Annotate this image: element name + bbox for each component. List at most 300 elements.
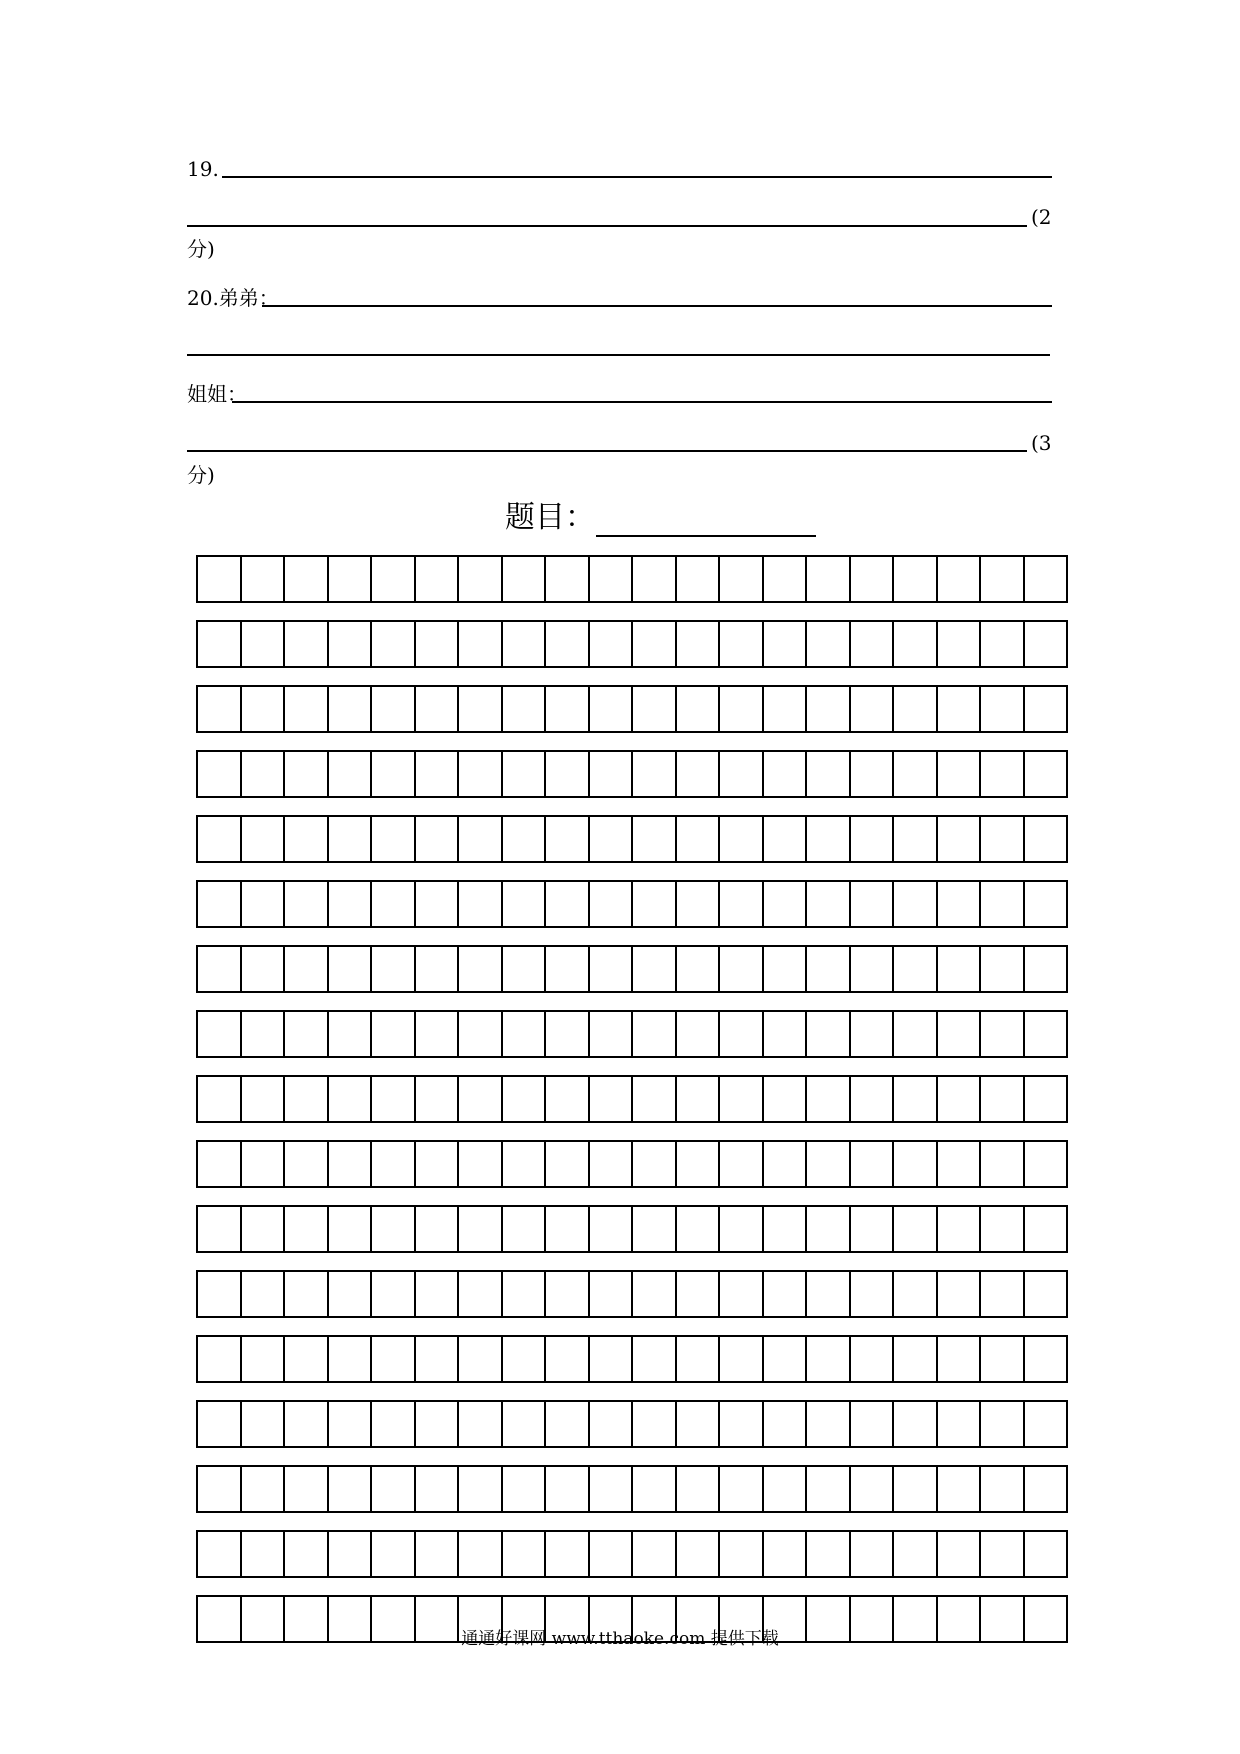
grid-cell[interactable] <box>677 1467 721 1511</box>
grid-cell[interactable] <box>981 882 1025 926</box>
grid-cell[interactable] <box>242 1077 286 1121</box>
grid-cell[interactable] <box>938 1402 982 1446</box>
grid-cell[interactable] <box>590 1467 634 1511</box>
grid-cell[interactable] <box>851 557 895 601</box>
grid-cell[interactable] <box>459 687 503 731</box>
grid-cell[interactable] <box>372 817 416 861</box>
grid-cell[interactable] <box>1025 1077 1067 1121</box>
composition-title-blank[interactable] <box>596 535 816 537</box>
grid-cell[interactable] <box>416 752 460 796</box>
grid-cell[interactable] <box>590 947 634 991</box>
grid-cell[interactable] <box>372 1402 416 1446</box>
grid-cell[interactable] <box>546 1272 590 1316</box>
grid-cell[interactable] <box>285 882 329 926</box>
grid-cell[interactable] <box>851 1272 895 1316</box>
grid-cell[interactable] <box>981 1272 1025 1316</box>
grid-cell[interactable] <box>938 882 982 926</box>
grid-cell[interactable] <box>807 947 851 991</box>
grid-cell[interactable] <box>851 817 895 861</box>
grid-cell[interactable] <box>459 1207 503 1251</box>
grid-cell[interactable] <box>459 882 503 926</box>
grid-cell[interactable] <box>851 752 895 796</box>
grid-cell[interactable] <box>329 622 373 666</box>
grid-cell[interactable] <box>1025 752 1067 796</box>
grid-cell[interactable] <box>503 1402 547 1446</box>
grid-cell[interactable] <box>285 1467 329 1511</box>
grid-cell[interactable] <box>372 1012 416 1056</box>
grid-cell[interactable] <box>677 687 721 731</box>
grid-cell[interactable] <box>807 1207 851 1251</box>
grid-cell[interactable] <box>198 817 242 861</box>
grid-cell[interactable] <box>938 817 982 861</box>
grid-cell[interactable] <box>372 1467 416 1511</box>
grid-cell[interactable] <box>546 1207 590 1251</box>
grid-cell[interactable] <box>1025 1012 1067 1056</box>
grid-cell[interactable] <box>198 1077 242 1121</box>
grid-cell[interactable] <box>242 1142 286 1186</box>
grid-cell[interactable] <box>764 1012 808 1056</box>
grid-cell[interactable] <box>546 1012 590 1056</box>
grid-cell[interactable] <box>503 1142 547 1186</box>
grid-cell[interactable] <box>416 947 460 991</box>
grid-cell[interactable] <box>764 1532 808 1576</box>
grid-cell[interactable] <box>198 1532 242 1576</box>
grid-cell[interactable] <box>894 622 938 666</box>
grid-cell[interactable] <box>329 1337 373 1381</box>
grid-cell[interactable] <box>677 882 721 926</box>
grid-cell[interactable] <box>329 752 373 796</box>
grid-cell[interactable] <box>372 687 416 731</box>
grid-cell[interactable] <box>546 1077 590 1121</box>
grid-cell[interactable] <box>981 1337 1025 1381</box>
grid-cell[interactable] <box>372 882 416 926</box>
grid-cell[interactable] <box>503 687 547 731</box>
grid-cell[interactable] <box>720 817 764 861</box>
grid-cell[interactable] <box>1025 557 1067 601</box>
grid-cell[interactable] <box>981 1012 1025 1056</box>
grid-cell[interactable] <box>981 557 1025 601</box>
grid-cell[interactable] <box>807 1337 851 1381</box>
grid-cell[interactable] <box>242 1207 286 1251</box>
grid-cell[interactable] <box>590 1012 634 1056</box>
grid-cell[interactable] <box>894 1142 938 1186</box>
grid-cell[interactable] <box>677 752 721 796</box>
grid-cell[interactable] <box>590 1077 634 1121</box>
grid-cell[interactable] <box>503 1077 547 1121</box>
grid-cell[interactable] <box>459 752 503 796</box>
grid-cell[interactable] <box>938 1077 982 1121</box>
grid-cell[interactable] <box>938 1272 982 1316</box>
grid-cell[interactable] <box>242 687 286 731</box>
grid-cell[interactable] <box>416 1402 460 1446</box>
grid-cell[interactable] <box>416 882 460 926</box>
grid-cell[interactable] <box>459 1532 503 1576</box>
grid-cell[interactable] <box>851 1402 895 1446</box>
grid-cell[interactable] <box>851 1077 895 1121</box>
grid-cell[interactable] <box>981 817 1025 861</box>
grid-cell[interactable] <box>372 1272 416 1316</box>
grid-cell[interactable] <box>1025 1272 1067 1316</box>
grid-cell[interactable] <box>851 1467 895 1511</box>
grid-cell[interactable] <box>285 1402 329 1446</box>
grid-cell[interactable] <box>590 1337 634 1381</box>
grid-cell[interactable] <box>503 622 547 666</box>
grid-cell[interactable] <box>938 687 982 731</box>
grid-cell[interactable] <box>198 947 242 991</box>
grid-cell[interactable] <box>764 1077 808 1121</box>
grid-cell[interactable] <box>503 752 547 796</box>
grid-cell[interactable] <box>329 1207 373 1251</box>
grid-cell[interactable] <box>285 1142 329 1186</box>
grid-cell[interactable] <box>503 1532 547 1576</box>
grid-cell[interactable] <box>1025 947 1067 991</box>
grid-cell[interactable] <box>720 1207 764 1251</box>
grid-cell[interactable] <box>894 947 938 991</box>
grid-cell[interactable] <box>894 1402 938 1446</box>
grid-cell[interactable] <box>633 817 677 861</box>
grid-cell[interactable] <box>503 882 547 926</box>
grid-cell[interactable] <box>894 1532 938 1576</box>
grid-cell[interactable] <box>677 1337 721 1381</box>
grid-cell[interactable] <box>981 947 1025 991</box>
grid-cell[interactable] <box>329 1402 373 1446</box>
grid-cell[interactable] <box>1025 882 1067 926</box>
grid-cell[interactable] <box>851 1012 895 1056</box>
grid-cell[interactable] <box>242 1012 286 1056</box>
grid-cell[interactable] <box>633 882 677 926</box>
grid-cell[interactable] <box>764 817 808 861</box>
grid-cell[interactable] <box>459 817 503 861</box>
grid-cell[interactable] <box>807 687 851 731</box>
grid-cell[interactable] <box>633 1532 677 1576</box>
grid-cell[interactable] <box>459 557 503 601</box>
grid-cell[interactable] <box>807 1012 851 1056</box>
grid-cell[interactable] <box>677 1142 721 1186</box>
grid-cell[interactable] <box>1025 1337 1067 1381</box>
grid-cell[interactable] <box>807 752 851 796</box>
grid-cell[interactable] <box>242 882 286 926</box>
grid-cell[interactable] <box>329 817 373 861</box>
grid-cell[interactable] <box>503 557 547 601</box>
grid-cell[interactable] <box>546 882 590 926</box>
grid-cell[interactable] <box>807 882 851 926</box>
q19-answer-line-2[interactable] <box>187 225 1027 227</box>
grid-cell[interactable] <box>807 817 851 861</box>
grid-cell[interactable] <box>416 817 460 861</box>
grid-cell[interactable] <box>1025 1207 1067 1251</box>
grid-cell[interactable] <box>677 557 721 601</box>
grid-cell[interactable] <box>372 1077 416 1121</box>
grid-cell[interactable] <box>894 557 938 601</box>
grid-cell[interactable] <box>677 947 721 991</box>
grid-cell[interactable] <box>938 1207 982 1251</box>
grid-cell[interactable] <box>981 1402 1025 1446</box>
grid-cell[interactable] <box>851 947 895 991</box>
grid-cell[interactable] <box>851 1532 895 1576</box>
grid-cell[interactable] <box>372 1532 416 1576</box>
grid-cell[interactable] <box>285 817 329 861</box>
grid-cell[interactable] <box>503 1207 547 1251</box>
grid-cell[interactable] <box>807 622 851 666</box>
grid-cell[interactable] <box>590 817 634 861</box>
grid-cell[interactable] <box>590 557 634 601</box>
grid-cell[interactable] <box>720 1077 764 1121</box>
grid-cell[interactable] <box>633 1467 677 1511</box>
grid-cell[interactable] <box>329 882 373 926</box>
grid-cell[interactable] <box>329 1532 373 1576</box>
grid-cell[interactable] <box>372 622 416 666</box>
grid-cell[interactable] <box>459 1077 503 1121</box>
grid-cell[interactable] <box>329 557 373 601</box>
grid-cell[interactable] <box>720 1337 764 1381</box>
grid-cell[interactable] <box>242 752 286 796</box>
grid-cell[interactable] <box>677 1532 721 1576</box>
grid-cell[interactable] <box>633 622 677 666</box>
grid-cell[interactable] <box>720 752 764 796</box>
grid-cell[interactable] <box>242 817 286 861</box>
grid-cell[interactable] <box>1025 1467 1067 1511</box>
grid-cell[interactable] <box>329 1012 373 1056</box>
grid-cell[interactable] <box>285 1012 329 1056</box>
grid-cell[interactable] <box>546 817 590 861</box>
grid-cell[interactable] <box>459 1337 503 1381</box>
grid-cell[interactable] <box>851 1142 895 1186</box>
grid-cell[interactable] <box>764 1142 808 1186</box>
grid-cell[interactable] <box>416 687 460 731</box>
grid-cell[interactable] <box>633 752 677 796</box>
grid-cell[interactable] <box>329 1467 373 1511</box>
grid-cell[interactable] <box>503 1012 547 1056</box>
grid-cell[interactable] <box>807 557 851 601</box>
grid-cell[interactable] <box>764 1402 808 1446</box>
grid-cell[interactable] <box>677 622 721 666</box>
grid-cell[interactable] <box>851 687 895 731</box>
grid-cell[interactable] <box>546 752 590 796</box>
grid-cell[interactable] <box>416 1337 460 1381</box>
grid-cell[interactable] <box>981 622 1025 666</box>
grid-cell[interactable] <box>590 1272 634 1316</box>
grid-cell[interactable] <box>285 1532 329 1576</box>
grid-cell[interactable] <box>329 947 373 991</box>
grid-cell[interactable] <box>198 1142 242 1186</box>
grid-cell[interactable] <box>981 687 1025 731</box>
grid-cell[interactable] <box>590 1532 634 1576</box>
grid-cell[interactable] <box>981 1077 1025 1121</box>
grid-cell[interactable] <box>459 1142 503 1186</box>
grid-cell[interactable] <box>198 1337 242 1381</box>
grid-cell[interactable] <box>242 557 286 601</box>
grid-cell[interactable] <box>198 1207 242 1251</box>
grid-cell[interactable] <box>894 1077 938 1121</box>
grid-cell[interactable] <box>633 687 677 731</box>
grid-cell[interactable] <box>1025 1532 1067 1576</box>
grid-cell[interactable] <box>285 622 329 666</box>
grid-cell[interactable] <box>242 947 286 991</box>
grid-cell[interactable] <box>720 1467 764 1511</box>
grid-cell[interactable] <box>329 1142 373 1186</box>
grid-cell[interactable] <box>764 947 808 991</box>
grid-cell[interactable] <box>807 1142 851 1186</box>
grid-cell[interactable] <box>546 557 590 601</box>
grid-cell[interactable] <box>590 1207 634 1251</box>
grid-cell[interactable] <box>764 1207 808 1251</box>
grid-cell[interactable] <box>894 1012 938 1056</box>
grid-cell[interactable] <box>503 817 547 861</box>
grid-cell[interactable] <box>329 687 373 731</box>
grid-cell[interactable] <box>459 947 503 991</box>
grid-cell[interactable] <box>981 1532 1025 1576</box>
grid-cell[interactable] <box>416 1207 460 1251</box>
grid-cell[interactable] <box>546 1337 590 1381</box>
grid-cell[interactable] <box>198 557 242 601</box>
grid-cell[interactable] <box>198 687 242 731</box>
grid-cell[interactable] <box>633 557 677 601</box>
grid-cell[interactable] <box>590 622 634 666</box>
grid-cell[interactable] <box>590 752 634 796</box>
grid-cell[interactable] <box>894 1467 938 1511</box>
grid-cell[interactable] <box>677 817 721 861</box>
grid-cell[interactable] <box>720 1402 764 1446</box>
grid-cell[interactable] <box>285 1077 329 1121</box>
grid-cell[interactable] <box>1025 687 1067 731</box>
grid-cell[interactable] <box>633 1402 677 1446</box>
grid-cell[interactable] <box>546 1142 590 1186</box>
grid-cell[interactable] <box>938 1142 982 1186</box>
grid-cell[interactable] <box>285 557 329 601</box>
grid-cell[interactable] <box>720 622 764 666</box>
grid-cell[interactable] <box>590 882 634 926</box>
grid-cell[interactable] <box>459 1402 503 1446</box>
grid-cell[interactable] <box>677 1272 721 1316</box>
grid-cell[interactable] <box>416 622 460 666</box>
grid-cell[interactable] <box>416 1272 460 1316</box>
grid-cell[interactable] <box>198 1012 242 1056</box>
grid-cell[interactable] <box>285 1207 329 1251</box>
grid-cell[interactable] <box>503 1272 547 1316</box>
grid-cell[interactable] <box>938 557 982 601</box>
grid-cell[interactable] <box>894 817 938 861</box>
grid-cell[interactable] <box>416 1532 460 1576</box>
grid-cell[interactable] <box>677 1207 721 1251</box>
grid-cell[interactable] <box>807 1402 851 1446</box>
grid-cell[interactable] <box>198 752 242 796</box>
grid-cell[interactable] <box>981 752 1025 796</box>
grid-cell[interactable] <box>372 557 416 601</box>
grid-cell[interactable] <box>416 557 460 601</box>
grid-cell[interactable] <box>459 1467 503 1511</box>
grid-cell[interactable] <box>1025 1142 1067 1186</box>
grid-cell[interactable] <box>242 1337 286 1381</box>
grid-cell[interactable] <box>720 947 764 991</box>
grid-cell[interactable] <box>677 1012 721 1056</box>
grid-cell[interactable] <box>242 1532 286 1576</box>
grid-cell[interactable] <box>329 1077 373 1121</box>
q20-sister-line-1[interactable] <box>232 401 1052 403</box>
grid-cell[interactable] <box>981 1142 1025 1186</box>
grid-cell[interactable] <box>894 1207 938 1251</box>
grid-cell[interactable] <box>285 1337 329 1381</box>
q20-brother-line-2[interactable] <box>187 354 1050 356</box>
grid-cell[interactable] <box>894 882 938 926</box>
grid-cell[interactable] <box>1025 1402 1067 1446</box>
grid-cell[interactable] <box>242 1467 286 1511</box>
grid-cell[interactable] <box>285 1272 329 1316</box>
grid-cell[interactable] <box>1025 817 1067 861</box>
grid-cell[interactable] <box>198 1272 242 1316</box>
grid-cell[interactable] <box>1025 622 1067 666</box>
grid-cell[interactable] <box>459 622 503 666</box>
grid-cell[interactable] <box>372 1337 416 1381</box>
grid-cell[interactable] <box>285 947 329 991</box>
grid-cell[interactable] <box>546 1467 590 1511</box>
grid-cell[interactable] <box>546 687 590 731</box>
grid-cell[interactable] <box>546 1532 590 1576</box>
grid-cell[interactable] <box>807 1467 851 1511</box>
q19-answer-line-1[interactable] <box>222 176 1052 178</box>
grid-cell[interactable] <box>590 1142 634 1186</box>
grid-cell[interactable] <box>416 1077 460 1121</box>
grid-cell[interactable] <box>242 1402 286 1446</box>
grid-cell[interactable] <box>372 1207 416 1251</box>
grid-cell[interactable] <box>938 1012 982 1056</box>
grid-cell[interactable] <box>677 1077 721 1121</box>
grid-cell[interactable] <box>720 1272 764 1316</box>
grid-cell[interactable] <box>242 622 286 666</box>
grid-cell[interactable] <box>851 1337 895 1381</box>
grid-cell[interactable] <box>894 752 938 796</box>
grid-cell[interactable] <box>807 1532 851 1576</box>
grid-cell[interactable] <box>677 1402 721 1446</box>
grid-cell[interactable] <box>546 622 590 666</box>
grid-cell[interactable] <box>981 1467 1025 1511</box>
grid-cell[interactable] <box>764 687 808 731</box>
grid-cell[interactable] <box>720 882 764 926</box>
grid-cell[interactable] <box>720 1142 764 1186</box>
grid-cell[interactable] <box>807 1272 851 1316</box>
grid-cell[interactable] <box>198 882 242 926</box>
q20-sister-line-2[interactable] <box>187 450 1027 452</box>
grid-cell[interactable] <box>764 1337 808 1381</box>
grid-cell[interactable] <box>633 1142 677 1186</box>
grid-cell[interactable] <box>633 1012 677 1056</box>
grid-cell[interactable] <box>764 557 808 601</box>
grid-cell[interactable] <box>459 1272 503 1316</box>
grid-cell[interactable] <box>416 1467 460 1511</box>
grid-cell[interactable] <box>764 882 808 926</box>
grid-cell[interactable] <box>938 752 982 796</box>
grid-cell[interactable] <box>720 1012 764 1056</box>
grid-cell[interactable] <box>503 1337 547 1381</box>
grid-cell[interactable] <box>851 1207 895 1251</box>
grid-cell[interactable] <box>503 1467 547 1511</box>
grid-cell[interactable] <box>938 1532 982 1576</box>
grid-cell[interactable] <box>633 947 677 991</box>
grid-cell[interactable] <box>894 687 938 731</box>
grid-cell[interactable] <box>851 622 895 666</box>
grid-cell[interactable] <box>764 1272 808 1316</box>
grid-cell[interactable] <box>198 1467 242 1511</box>
grid-cell[interactable] <box>633 1337 677 1381</box>
grid-cell[interactable] <box>285 687 329 731</box>
grid-cell[interactable] <box>720 1532 764 1576</box>
grid-cell[interactable] <box>764 1467 808 1511</box>
grid-cell[interactable] <box>851 882 895 926</box>
grid-cell[interactable] <box>807 1077 851 1121</box>
grid-cell[interactable] <box>938 1467 982 1511</box>
grid-cell[interactable] <box>633 1272 677 1316</box>
grid-cell[interactable] <box>720 687 764 731</box>
grid-cell[interactable] <box>416 1012 460 1056</box>
